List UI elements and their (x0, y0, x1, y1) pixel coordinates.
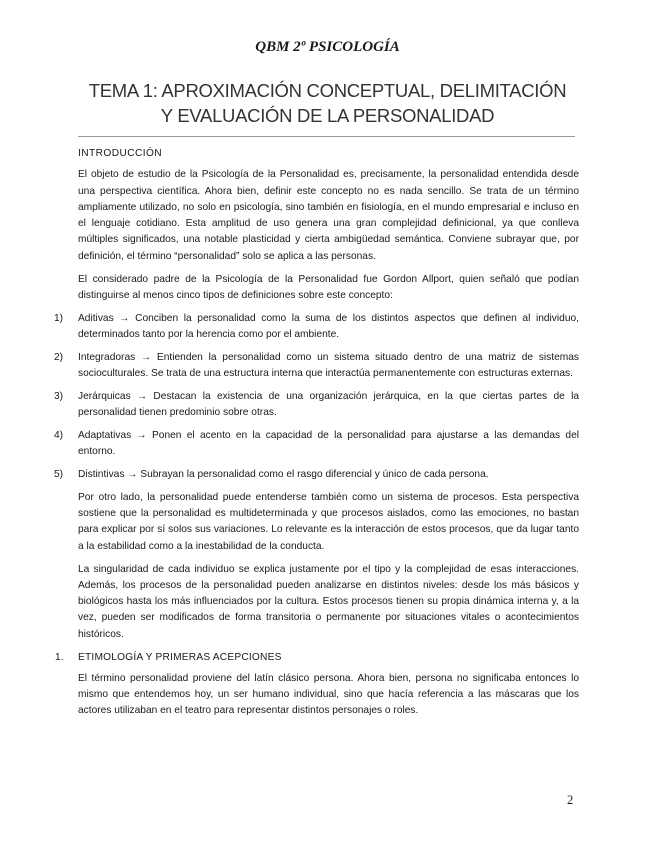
document-body (0, 146, 655, 726)
title-divider (78, 136, 575, 137)
course-header: QBM 2º PSICOLOGÍA (255, 39, 400, 55)
definition-text: Jerárquicas → Destacan la existencia de una organización jerárquica, en la que ciertas partes de la personalidad tienen predominio sobre otras. (78, 390, 579, 419)
definition-number: 2) (54, 351, 64, 363)
section-number: 1. (55, 651, 64, 663)
definition-item (0, 389, 579, 422)
intro-paragraph-2: El considerado padre de la Psicología de la Personalidad fue Gordon Allport, quien señaló que podían distinguirse al menos cinco tipos de definiciones sobre este concepto: (78, 273, 579, 301)
definition-number: 3) (54, 390, 64, 402)
definition-item (0, 467, 579, 483)
intro-paragraph-1: El objeto de estudio de la Psicología de la Personalidad es, precisamente, la personalidad entendida desde una perspectiva científica. Ahora bien, definir este concepto no es nada sencillo. Se trata de un término ampliamente utilizado, no solo en psicología, sino también en fisiología, en el mundo empresarial e incluso en el lenguaje cotidiano. Esta amplitud de uso genera una gran complejidad definicional, ya que conlleva múltiples significados, una notable plasticidad y cierta ambigüedad semántica. Conviene subrayar que, por definición, el término “personalidad” solo se aplica a las personas. (78, 169, 579, 262)
section-heading (0, 650, 655, 666)
page-title (40, 78, 615, 128)
intro-heading: INTRODUCCIÓN (78, 148, 163, 159)
definition-item (0, 311, 579, 344)
definition-text: Aditivas → Conciben la personalidad como la suma de los distintos aspectos que definen al individuo, determinados tanto por la herencia como por el ambiente. (78, 312, 579, 340)
definition-text: Integradoras → Entienden la personalidad como un sistema situado dentro de una matriz de sistemas socioculturales. Se trata de una estructura interna que interactúa permanentemente con estructuras externas. (78, 351, 579, 380)
title-line-2: Y EVALUACIÓN DE LA PERSONALIDAD (160, 105, 495, 126)
section-title: ETIMOLOGÍA Y PRIMERAS ACEPCIONES (78, 651, 282, 663)
definition-item (0, 428, 579, 461)
body-paragraph-3: Por otro lado, la personalidad puede entenderse también como un sistema de procesos. Esta perspectiva sostiene que la personalidad es multideterminada y que procesos aislados, como las emociones, no bastan para explicar por sí solos sus variaciones. Lo relevante es la interacción de estos procesos, que da lugar tanto a la estabilidad como a la inestabilidad de la conducta. (78, 491, 579, 552)
title-line-1: TEMA 1: APROXIMACIÓN CONCEPTUAL, DELIMITACIÓN (88, 80, 567, 101)
section-paragraph-1: El término personalidad proviene del latín clásico persona. Ahora bien, persona no significaba entonces lo mismo que entendemos hoy, un ser humano individual, sino que hacía referencia a las máscaras que los actores utilizaban en el teatro para representar distintos personajes o roles. (78, 672, 579, 717)
definition-text: Distintivas → Subrayan la personalidad como el rasgo diferencial y único de cada persona. (78, 469, 489, 481)
definition-text: Adaptativas → Ponen el acento en la capacidad de la personalidad para ajustarse a las demandas del entorno. (78, 429, 579, 458)
definition-number: 5) (54, 469, 64, 481)
body-paragraph-4: La singularidad de cada individuo se explica justamente por el tipo y la complejidad de esas interacciones. Además, los procesos de la personalidad pueden analizarse en distintos niveles: desde los más básicos y biológicos hasta los más influenciados por la cultura. Estos procesos tienen su propia dinámica interna y, a la vez, pueden ser modificados de forma transitoria o permanente por situaciones vitales o acontecimientos históricos. (78, 563, 579, 640)
definition-number: 4) (54, 429, 64, 441)
page-number: 2 (567, 793, 574, 807)
definition-number: 1) (54, 312, 64, 324)
definition-item (0, 350, 579, 383)
